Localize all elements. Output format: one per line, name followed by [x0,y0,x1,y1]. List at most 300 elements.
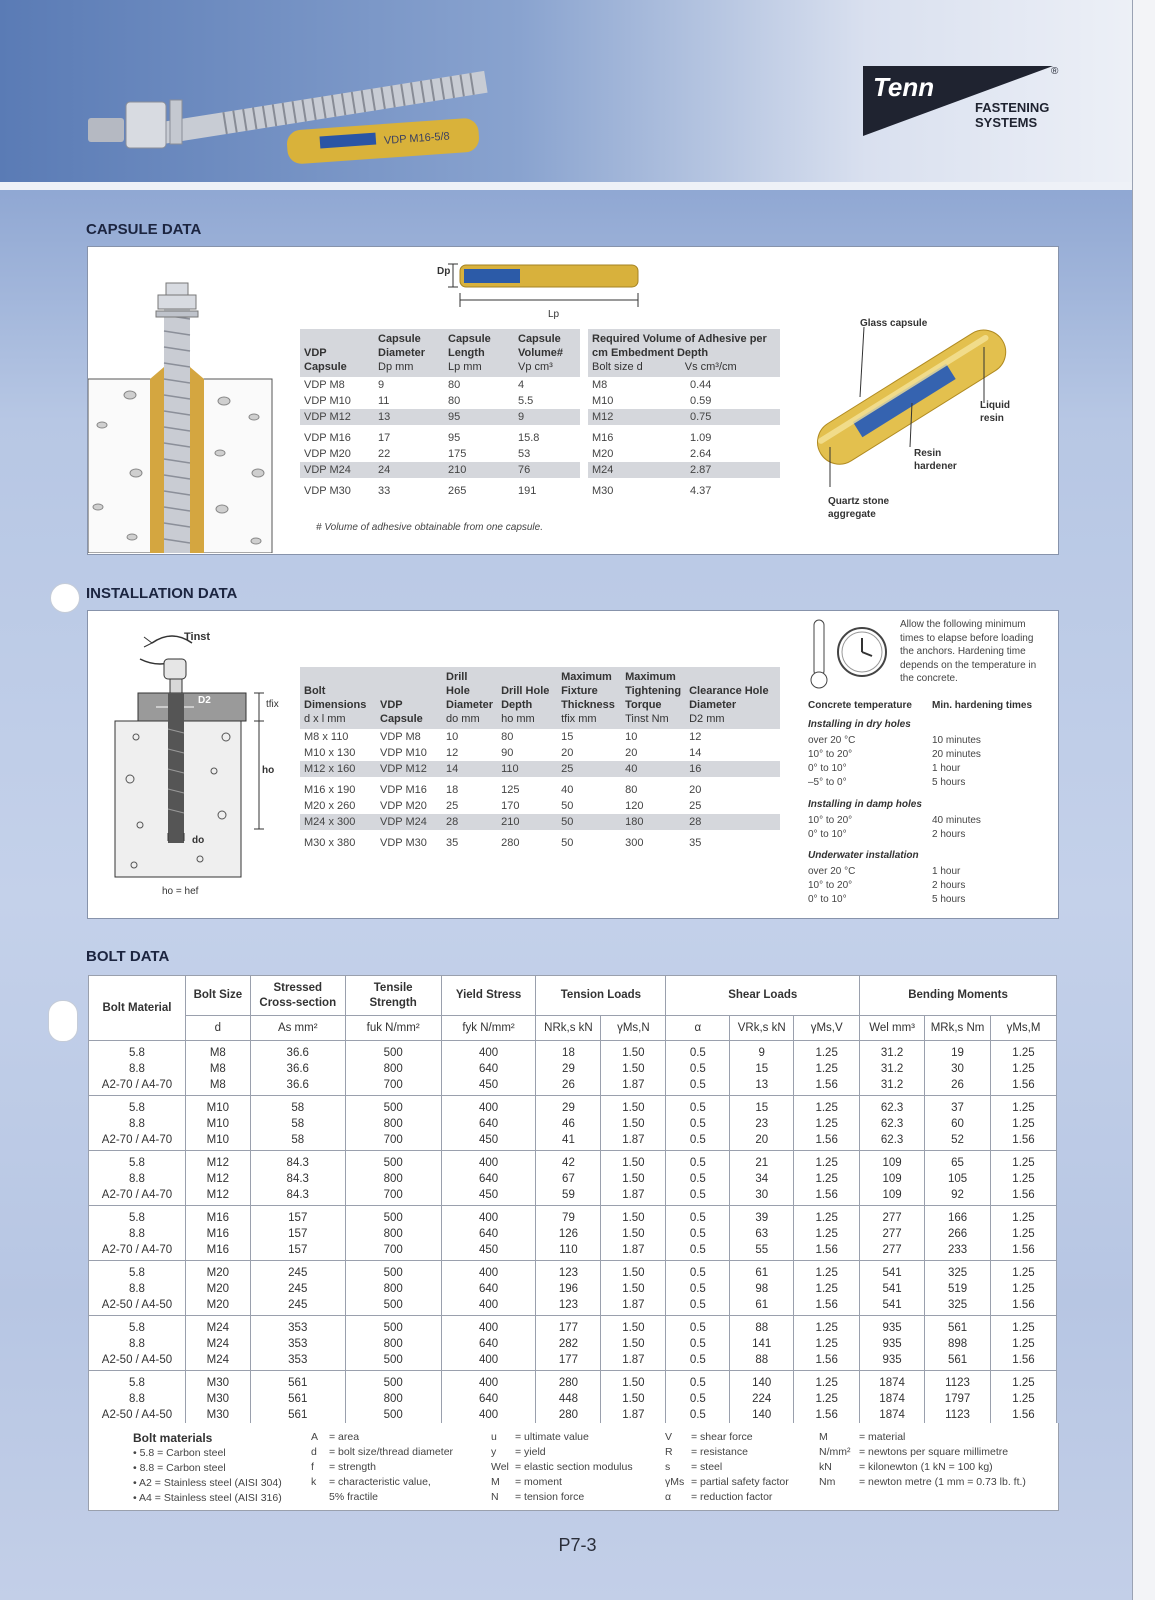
table-cell: 500 [345,1407,441,1425]
table-cell: 5.8 [89,1096,186,1117]
sub-vrks: VRk,s kN [730,1016,794,1041]
legend-col-3: u = ultimate value y = yield Wel = elastic section modulus M = moment N = tension force [491,1431,633,1503]
table-cell: 1.56 [794,1352,860,1371]
table-cell: 8.8 [89,1391,186,1407]
installation-section-title: INSTALLATION DATA [86,585,238,602]
table-cell: 1.25 [991,1261,1057,1282]
table-cell: A2-70 / A4-70 [89,1242,186,1261]
binder-hole [48,1000,78,1042]
list-item: • 5.8 = Carbon steel [133,1447,226,1459]
table-cell: 640 [441,1171,536,1187]
table-cell: 0.5 [666,1061,730,1077]
table-cell: 800 [345,1336,441,1352]
table-cell: 110 [536,1242,601,1261]
banner-divider [0,182,1155,190]
table-row: M8 x 110 VDP M8 10 80 15 10 12 [304,731,702,743]
logo-registered: ® [1051,66,1059,77]
col-shear-loads: Shear Loads [666,976,860,1016]
table-cell: 400 [441,1151,536,1172]
table-cell: 561 [925,1316,991,1337]
table-row [89,1261,1057,1282]
table-cell: 58 [250,1096,345,1117]
table-cell: 640 [441,1281,536,1297]
table-cell: A2-50 / A4-50 [89,1352,186,1371]
table-cell: 1.56 [991,1077,1057,1096]
legend-col-5: M = material N/mm² = newtons per square millimetre kN = kilonewton (1 kN = 100 kg) Nm = newton metre (1 mm = 0.73 lb. ft.) [819,1431,1026,1488]
table-cell: 1.25 [991,1041,1057,1062]
table-cell: 23 [730,1116,794,1132]
table-cell: 8.8 [89,1116,186,1132]
capsule-table-header: VDP Capsule Capsule Diameter Dp mm Capsule Length Lp mm Capsule Volume# Vp cm³ Required Volume of Adhesive per cm Embedment Depth Bolt size d Vs cm³/cm [300,329,780,377]
table-cell: 561 [250,1407,345,1425]
table-cell: 700 [345,1187,441,1206]
table-cell: 140 [730,1371,794,1392]
table-cell: 1123 [925,1407,991,1425]
table-cell: 21 [730,1151,794,1172]
col-yield-stress: Yield Stress [441,976,536,1016]
logo-subtitle: FASTENING SYSTEMS [975,100,1050,130]
table-cell: 245 [250,1281,345,1297]
table-row [89,1226,1057,1242]
table-cell: 1.25 [794,1261,860,1282]
table-cell: 140 [730,1407,794,1425]
list-item: 10° to 20° 20 minutes [808,749,981,760]
dp-label: Dp [437,266,451,277]
table-cell: 1.56 [991,1407,1057,1425]
table-cell: M30 [185,1371,250,1392]
table-cell: 500 [345,1297,441,1316]
list-item: 10° to 20° 40 minutes [808,815,981,826]
table-cell: 1.50 [601,1041,666,1062]
table-cell: 277 [860,1226,925,1242]
table-cell: 1.25 [794,1116,860,1132]
table-cell: 5.8 [89,1316,186,1337]
table-cell: 126 [536,1226,601,1242]
binder-hole [50,583,80,613]
table-row: VDP M16 17 95 15.8 M16 1.09 [304,432,712,444]
table-cell: 266 [925,1226,991,1242]
table-cell: 700 [345,1077,441,1096]
table-cell: 61 [730,1261,794,1282]
table-cell: 1.56 [991,1187,1057,1206]
capsule-section-title: CAPSULE DATA [86,221,202,238]
sub-nrks: NRk,s kN [536,1016,601,1041]
table-cell: 41 [536,1132,601,1151]
table-cell: 88 [730,1316,794,1337]
legend-col-2: A = area d = bolt size/thread diameter f = strength k = characteristic value, 5% fractile [311,1431,454,1503]
col-stressed-cross-section: Stressed Cross-section [250,976,345,1016]
sub-as: As mm² [250,1016,345,1041]
table-row [89,1352,1057,1371]
table-cell: 37 [925,1096,991,1117]
table-cell: 55 [730,1242,794,1261]
table-row: M20 x 260 VDP M20 25 170 50 120 25 [304,800,702,812]
table-cell: 1.56 [991,1242,1057,1261]
table-cell: 353 [250,1352,345,1371]
list-item: –5° to 0° 5 hours [808,777,966,788]
table-row [89,1096,1057,1117]
bolt-data-table [88,975,1057,1425]
legend-col-4: V = shear force R = resistance s = steel γMs = partial safety factor α = reduction factor [665,1431,789,1503]
table-cell: M16 [185,1242,250,1261]
page-edge [1132,0,1155,1600]
table-cell: 640 [441,1061,536,1077]
logo-name: Tenn [873,72,935,102]
table-cell: 88 [730,1352,794,1371]
capsule-table [300,329,780,499]
table-cell: 196 [536,1281,601,1297]
table-cell: 92 [925,1187,991,1206]
table-cell: 36.6 [250,1061,345,1077]
table-cell: M10 [185,1096,250,1117]
table-cell: 1.87 [601,1297,666,1316]
sub-fyk: fyk N/mm² [441,1016,536,1041]
table-cell: 1.56 [991,1132,1057,1151]
table-row: VDP M24 24 210 76 M24 2.87 [300,462,780,478]
table-cell: 1.50 [601,1336,666,1352]
table-cell: 1874 [860,1371,925,1392]
table-cell: 8.8 [89,1171,186,1187]
col-bending-moments: Bending Moments [860,976,1057,1016]
callout-liquid-resin: Liquid resin [980,400,1010,424]
table-cell: 0.5 [666,1336,730,1352]
table-cell: 0.5 [666,1132,730,1151]
table-cell: 561 [925,1352,991,1371]
table-cell: 46 [536,1116,601,1132]
tenn-logo [863,66,1063,136]
table-cell: M24 [185,1316,250,1337]
table-cell: M8 [185,1077,250,1096]
capsule-installed-diagram [88,275,278,553]
table-cell: 31.2 [860,1061,925,1077]
table-cell: 84.3 [250,1151,345,1172]
hardening-intro: Allow the following minimum times to elapse before loading the anchors. Hardening time depends on the temperature in the concrete. [900,619,1037,684]
table-cell: M12 [185,1171,250,1187]
table-cell: 1.56 [794,1297,860,1316]
list-item: 0° to 10° 5 hours [808,894,966,905]
table-row [89,1187,1057,1206]
table-cell: 0.5 [666,1171,730,1187]
table-cell: 400 [441,1371,536,1392]
table-cell: 1.87 [601,1187,666,1206]
table-cell: 1.25 [794,1391,860,1407]
table-cell: 0.5 [666,1261,730,1282]
table-cell: 0.5 [666,1352,730,1371]
installation-table [300,667,780,851]
ho-hef-caption: ho = hef [162,886,199,897]
capsule-label: VDP M16-5/8 [383,130,451,147]
table-cell: 280 [536,1407,601,1425]
table-row [89,1297,1057,1316]
table-cell: 561 [250,1371,345,1392]
table-cell: 282 [536,1336,601,1352]
table-cell: 0.5 [666,1242,730,1261]
table-cell: 1.25 [991,1316,1057,1337]
table-cell: 1.25 [991,1226,1057,1242]
table-cell: 935 [860,1336,925,1352]
table-cell: 640 [441,1391,536,1407]
table-cell: 58 [250,1132,345,1151]
table-cell: 61 [730,1297,794,1316]
table-cell: 105 [925,1171,991,1187]
table-cell: 29 [536,1096,601,1117]
table-cell: M20 [185,1281,250,1297]
table-cell: 935 [860,1316,925,1337]
table-cell: 157 [250,1206,345,1227]
table-row [89,1206,1057,1227]
sub-fuk: fuk N/mm² [345,1016,441,1041]
table-cell: M10 [185,1116,250,1132]
table-cell: 800 [345,1391,441,1407]
table-cell: 1.50 [601,1116,666,1132]
table-cell: 62.3 [860,1096,925,1117]
table-row [89,1077,1057,1096]
col-tension-loads: Tension Loads [536,976,666,1016]
table-cell: 1.56 [794,1187,860,1206]
table-cell: 123 [536,1297,601,1316]
table-cell: 277 [860,1206,925,1227]
table-cell: 353 [250,1316,345,1337]
do-label: do [192,835,205,846]
table-cell: 640 [441,1336,536,1352]
tfix-label: tfix [266,699,279,710]
table-row: VDP M8 9 80 4 M8 0.44 [304,379,712,391]
tinst-label: Tinst [184,631,211,643]
table-cell: 36.6 [250,1077,345,1096]
table-cell: 8.8 [89,1061,186,1077]
table-cell: 123 [536,1261,601,1282]
table-cell: 177 [536,1316,601,1337]
table-row: M10 x 130 VDP M10 12 90 20 20 14 [304,747,702,759]
table-cell: 1.87 [601,1242,666,1261]
sub-gamma-msv: γMs,V [794,1016,860,1041]
table-cell: 1.87 [601,1077,666,1096]
table-row [89,1116,1057,1132]
table-cell: 0.5 [666,1206,730,1227]
table-cell: 1.50 [601,1371,666,1392]
table-cell: 8.8 [89,1336,186,1352]
table-row [89,1151,1057,1172]
table-cell: 0.5 [666,1077,730,1096]
lp-label: Lp [548,309,560,320]
table-cell: 500 [345,1261,441,1282]
table-cell: 561 [250,1391,345,1407]
table-cell: 177 [536,1352,601,1371]
table-cell: 800 [345,1281,441,1297]
table-cell: 84.3 [250,1171,345,1187]
table-cell: 65 [925,1151,991,1172]
list-item: • 8.8 = Carbon steel [133,1462,226,1474]
table-cell: 400 [441,1297,536,1316]
table-cell: 700 [345,1132,441,1151]
table-cell: 34 [730,1171,794,1187]
table-cell: 448 [536,1391,601,1407]
table-cell: 1.56 [794,1407,860,1425]
table-cell: 62.3 [860,1116,925,1132]
table-row [89,1336,1057,1352]
capsule-dimension-sketch [424,257,744,317]
table-cell: 20 [730,1132,794,1151]
table-row [89,1242,1057,1261]
table-cell: 58 [250,1116,345,1132]
list-item: • A2 = Stainless steel (AISI 304) [133,1477,282,1489]
table-cell: 1.56 [991,1352,1057,1371]
table-cell: M30 [185,1407,250,1425]
table-cell: M12 [185,1151,250,1172]
table-cell: 36.6 [250,1041,345,1062]
table-cell: 1.25 [794,1371,860,1392]
callout-quartz-aggregate: Quartz stone aggregate [828,496,890,520]
table-cell: 400 [441,1096,536,1117]
list-item: • A4 = Stainless steel (AISI 316) [133,1492,282,1504]
table-cell: 800 [345,1226,441,1242]
table-cell: 5.8 [89,1206,186,1227]
table-cell: 1.25 [991,1371,1057,1392]
table-cell: 224 [730,1391,794,1407]
table-cell: 1.50 [601,1206,666,1227]
table-cell: M12 [185,1187,250,1206]
table-cell: 52 [925,1132,991,1151]
table-cell: 1.87 [601,1132,666,1151]
table-cell: M30 [185,1391,250,1407]
table-cell: A2-50 / A4-50 [89,1407,186,1425]
table-cell: 0.5 [666,1041,730,1062]
sub-mrks: MRk,s Nm [925,1016,991,1041]
table-cell: 1.25 [794,1336,860,1352]
table-cell: 5.8 [89,1151,186,1172]
page-number: P7-3 [558,1535,597,1555]
table-row [89,1316,1057,1337]
table-cell: 1.56 [794,1242,860,1261]
table-cell: 67 [536,1171,601,1187]
table-cell: A2-70 / A4-70 [89,1132,186,1151]
table-cell: 1.25 [991,1116,1057,1132]
table-cell: 1.25 [991,1281,1057,1297]
table-cell: 141 [730,1336,794,1352]
table-cell: 1.25 [794,1281,860,1297]
list-item: 0° to 10° 1 hour [808,763,961,774]
table-cell: 1.25 [991,1151,1057,1172]
table-cell: 450 [441,1187,536,1206]
table-cell: 84.3 [250,1187,345,1206]
table-row [89,1041,1057,1062]
table-cell: 9 [730,1041,794,1062]
table-cell: 1.87 [601,1352,666,1371]
table-cell: 109 [860,1151,925,1172]
table-cell: 157 [250,1242,345,1261]
table-cell: 1.25 [794,1226,860,1242]
table-cell: 1.50 [601,1151,666,1172]
table-cell: 0.5 [666,1297,730,1316]
table-cell: M20 [185,1261,250,1282]
table-cell: 1.50 [601,1061,666,1077]
table-row: VDP M20 22 175 53 M20 2.64 [304,448,712,460]
table-cell: 325 [925,1261,991,1282]
table-cell: 60 [925,1116,991,1132]
sub-d: d [185,1016,250,1041]
table-cell: 26 [536,1077,601,1096]
table-cell: 0.5 [666,1151,730,1172]
table-cell: 30 [730,1187,794,1206]
table-cell: M10 [185,1132,250,1151]
table-cell: 0.5 [666,1316,730,1337]
table-cell: 8.8 [89,1281,186,1297]
table-cell: 400 [441,1407,536,1425]
table-cell: 1123 [925,1371,991,1392]
table-cell: M16 [185,1206,250,1227]
table-cell: M20 [185,1297,250,1316]
table-cell: M24 [185,1352,250,1371]
table-row [89,1281,1057,1297]
table-cell: 30 [925,1061,991,1077]
table-row: M24 x 300 VDP M24 28 210 50 180 28 [300,814,780,830]
table-cell: 1.50 [601,1316,666,1337]
capsule-panel [87,246,1059,555]
table-cell: 233 [925,1242,991,1261]
min-hardening-header: Min. hardening times [932,700,1033,711]
table-cell: 400 [441,1206,536,1227]
table-cell: 1.25 [794,1206,860,1227]
table-cell: 353 [250,1336,345,1352]
callout-glass-capsule: Glass capsule [860,318,928,329]
table-cell: 1.56 [794,1077,860,1096]
list-item: over 20 °C 1 hour [808,866,961,877]
table-cell: 400 [441,1352,536,1371]
table-cell: A2-50 / A4-50 [89,1297,186,1316]
table-cell: 1.25 [794,1316,860,1337]
table-cell: 0.5 [666,1187,730,1206]
table-cell: 0.5 [666,1226,730,1242]
table-cell: 15 [730,1061,794,1077]
table-cell: 1.25 [991,1336,1057,1352]
table-cell: 109 [860,1187,925,1206]
callout-resin-hardener: Resin hardener [914,448,957,472]
sub-wel: Wel mm³ [860,1016,925,1041]
table-cell: 0.5 [666,1096,730,1117]
table-cell: 63 [730,1226,794,1242]
underwater-label: Underwater installation [808,850,919,861]
table-cell: 1.50 [601,1261,666,1282]
table-cell: 39 [730,1206,794,1227]
table-row: M30 x 380 VDP M30 35 280 50 300 35 [304,837,702,849]
col-tensile-strength: Tensile Strength [345,976,441,1016]
table-cell: 1.25 [991,1206,1057,1227]
table-cell: 277 [860,1242,925,1261]
table-row: VDP M12 13 95 9 M12 0.75 [300,409,780,425]
table-cell: A2-70 / A4-70 [89,1077,186,1096]
table-cell: 640 [441,1226,536,1242]
table-cell: A2-70 / A4-70 [89,1187,186,1206]
sub-alpha: α [666,1016,730,1041]
table-cell: 1.25 [991,1061,1057,1077]
table-cell: 0.5 [666,1116,730,1132]
col-bolt-size: Bolt Size [185,976,250,1016]
table-cell: 1.25 [794,1061,860,1077]
table-row [89,1171,1057,1187]
table-row: M16 x 190 VDP M16 18 125 40 80 20 [304,784,702,796]
table-cell: 400 [441,1261,536,1282]
table-row: M12 x 160 VDP M12 14 110 25 40 16 [300,761,780,777]
table-row: VDP M30 33 265 191 M30 4.37 [304,485,712,497]
table-cell: 500 [345,1096,441,1117]
table-cell: 541 [860,1261,925,1282]
table-cell: 450 [441,1077,536,1096]
table-cell: 1.87 [601,1407,666,1425]
table-cell: 935 [860,1352,925,1371]
table-cell: 13 [730,1077,794,1096]
table-cell: 500 [345,1316,441,1337]
table-cell: 98 [730,1281,794,1297]
